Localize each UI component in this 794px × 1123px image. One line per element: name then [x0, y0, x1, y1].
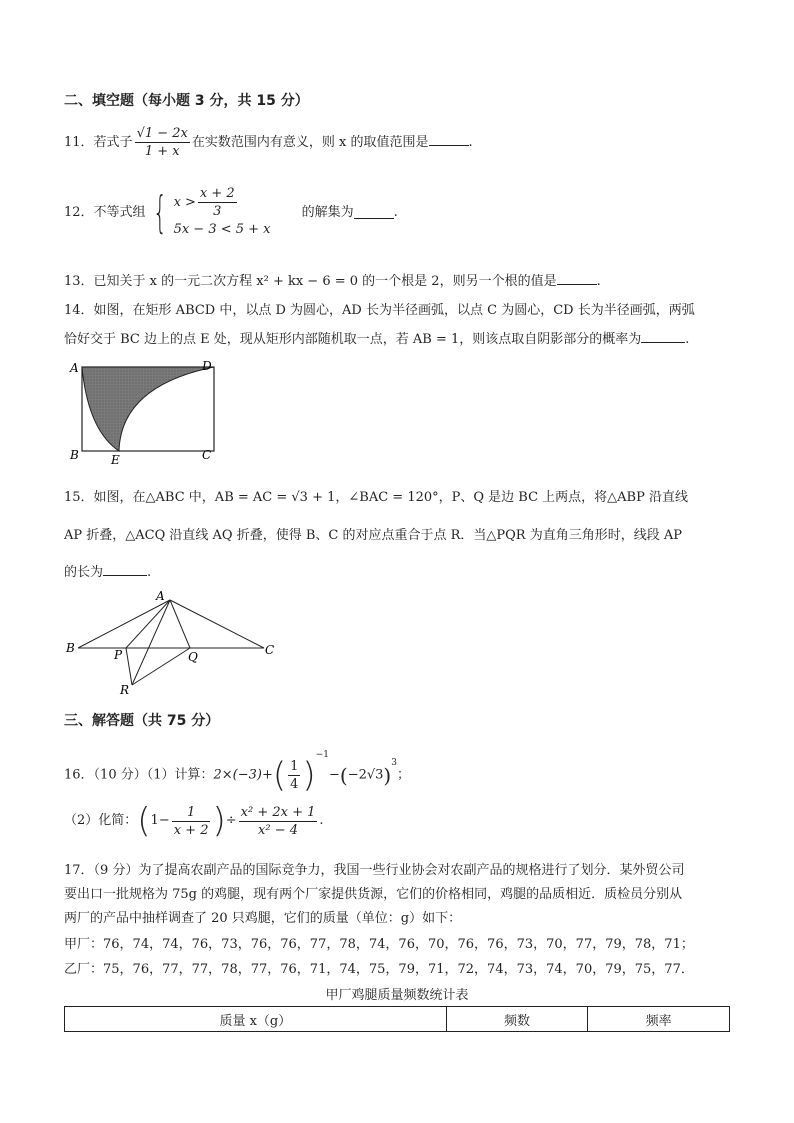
- q16-fraction-denominator: 4: [290, 777, 299, 792]
- q11-end: .: [468, 135, 473, 150]
- q16-end: ；: [396, 767, 410, 783]
- q16-right-paren-icon: ): [302, 755, 316, 796]
- q12-ineq1-denominator: 3: [213, 204, 222, 219]
- question-13: [64, 272, 601, 291]
- q15-line-1: 15．如图，在△ABC 中，AB = AC = √3 + 1，∠BAC = 120°，P、Q 是边 BC 上两点，将△ABP 沿直线: [64, 490, 688, 505]
- q16p2-one: 1−: [150, 813, 170, 828]
- q17-line-2: 要出口一批规格为 75g 的鸡腿，现有两个厂家提供货源，它们的价格相同，鸡腿的品质相近．质检员分别从: [64, 887, 683, 902]
- q17-table-title: 甲厂鸡腿质量频数统计表: [325, 988, 469, 1003]
- q15-label-a: A: [156, 589, 165, 603]
- q16p2-fraction-1: [172, 805, 211, 838]
- q15-label-b: B: [66, 641, 75, 655]
- q14-label-b: B: [70, 448, 79, 462]
- q16p2-left-paren-icon: (: [137, 801, 151, 841]
- question-12: [64, 186, 398, 239]
- q16-expr-b: −: [328, 767, 340, 783]
- q11-answer-blank[interactable]: [429, 133, 469, 146]
- q14-figure: [66, 358, 226, 468]
- q16p2-fraction-1-denominator: x + 2: [173, 822, 209, 838]
- q16-fraction: [288, 759, 300, 792]
- q16-inner: −2√3: [347, 767, 384, 783]
- table-header-row: [65, 1007, 730, 1032]
- q12-suffix: 的解集为: [301, 204, 354, 220]
- q16-right-paren-2-icon: ): [383, 763, 392, 788]
- table-header-mass: 质量 x（g）: [65, 1007, 447, 1032]
- section-2-heading: 二、填空题（每小题 3 分，共 15 分）: [64, 93, 309, 109]
- frequency-table: [64, 1006, 730, 1032]
- q14-shaded-region: [82, 367, 214, 451]
- q16p2-fraction-2-numerator: x² + 2x + 1: [240, 804, 316, 820]
- q16-expr-a: 2×(−3)+: [213, 767, 273, 783]
- section-3-heading: 三、解答题（共 75 分）: [64, 713, 220, 729]
- q15-line-3-wrap: [64, 563, 151, 582]
- q14-line-1: 14．如图，在矩形 ABCD 中，以点 D 为圆心，AD 长为半径画弧，以点 C 为圆心，CD 长为半径画弧，两弧: [64, 303, 695, 318]
- q13-end: .: [596, 274, 601, 289]
- q14-label-e: E: [111, 453, 120, 467]
- q15-answer-blank[interactable]: [103, 563, 147, 576]
- question-11: [64, 126, 473, 159]
- q11-fraction-denominator: 1 + x: [144, 144, 180, 159]
- q16p2-end: .: [319, 813, 324, 828]
- q15-end: .: [147, 565, 152, 580]
- q16p2-fraction-2: [239, 805, 318, 838]
- q16-part-1: [64, 746, 410, 796]
- q11-prefix: 若式子: [93, 135, 133, 150]
- q11-suffix: 在实数范围内有意义，则 x 的取值范围是: [191, 135, 429, 150]
- q16-exponent-2: 3: [391, 758, 397, 768]
- q17-factory-a-data: 甲厂：76，74，74，76，73，76，76，77，78，74，76，70，76，76，73，70，77，79，78，71；: [64, 937, 694, 952]
- q13-answer-blank[interactable]: [557, 272, 597, 285]
- q15-label-q: Q: [188, 650, 198, 664]
- q16-part-2: [64, 801, 324, 841]
- q14-label-a: A: [70, 361, 79, 375]
- q12-system: [174, 186, 302, 239]
- q17-factory-b-data: 乙厂：75，76，77，77，78，77，76，71，74，75，79，71，72，74，73，74，70，79，75，77．: [64, 962, 694, 977]
- q15-label-r: R: [120, 683, 130, 697]
- q12-ineq1-numerator: x + 2: [199, 186, 235, 201]
- q17-line-1: 17．（9 分）为了提高农副产品的国际竞争力，我国一些行业协会对农副产品的规格进行了划分．某外贸公司: [64, 863, 685, 878]
- q15-label-p: P: [114, 648, 123, 662]
- q16p2-divide: ÷: [225, 813, 237, 828]
- q17-line-3: 两厂的产品中抽样调查了 20 只鸡腿，它们的质量（单位：g）如下：: [64, 911, 462, 926]
- q11-number: 11．: [64, 135, 94, 150]
- q16-part-2-label: （2）化简：: [64, 813, 138, 828]
- q14-end: .: [685, 332, 690, 347]
- q12-inequality-2: 5x − 3 < 5 + x: [173, 222, 271, 237]
- q15-line-2: AP 折叠，△ACQ 沿直线 AQ 折叠，使得 B、C 的对应点重合于点 R．当△PQR 为直角三角形时，线段 AP: [64, 528, 682, 543]
- q11-fraction-numerator: √1 − 2x: [136, 126, 188, 141]
- q15-label-c: C: [265, 643, 275, 657]
- q12-number: 12．: [64, 204, 94, 220]
- q16p2-fraction-2-denominator: x² − 4: [258, 822, 299, 838]
- q12-prefix: 不等式组: [93, 204, 146, 220]
- q16-left-paren-2-icon: (: [339, 763, 348, 788]
- q13-text: 13．已知关于 x 的一元二次方程 x² + kx − 6 = 0 的一个根是 2，则另一个根的值是: [64, 274, 557, 289]
- q11-fraction: [135, 126, 190, 159]
- q14-answer-blank[interactable]: [641, 330, 685, 343]
- q12-brace-icon: {: [152, 186, 167, 238]
- q12-ineq1-lhs: x >: [173, 195, 196, 210]
- q16-number: 16．（10 分）（1）计算：: [64, 767, 214, 783]
- table-header-frequency: 频数: [446, 1007, 588, 1032]
- q16-left-paren-icon: (: [272, 755, 287, 796]
- q16p2-right-paren-icon: ): [212, 801, 226, 841]
- q16p2-fraction-1-numerator: 1: [172, 805, 211, 822]
- q12-end: .: [393, 204, 398, 220]
- q12-inequality-1: [174, 186, 302, 219]
- q16-fraction-numerator: 1: [290, 759, 299, 774]
- q15-line-3: 的长为: [64, 565, 104, 580]
- q14-line-2-wrap: [64, 330, 689, 349]
- q16-exponent-1: −1: [315, 750, 329, 760]
- q14-line-2: 恰好交于 BC 边上的点 E 处，现从矩形内部随机取一点，若 AB = 1，则该点取自阴影部分的概率为: [64, 332, 642, 347]
- table-header-rate: 频率: [588, 1007, 730, 1032]
- q14-label-d: D: [202, 359, 212, 373]
- q12-ineq1-fraction: [198, 186, 237, 219]
- q15-figure: [64, 588, 284, 698]
- q12-answer-blank[interactable]: [354, 206, 394, 219]
- q14-label-c: C: [202, 448, 212, 462]
